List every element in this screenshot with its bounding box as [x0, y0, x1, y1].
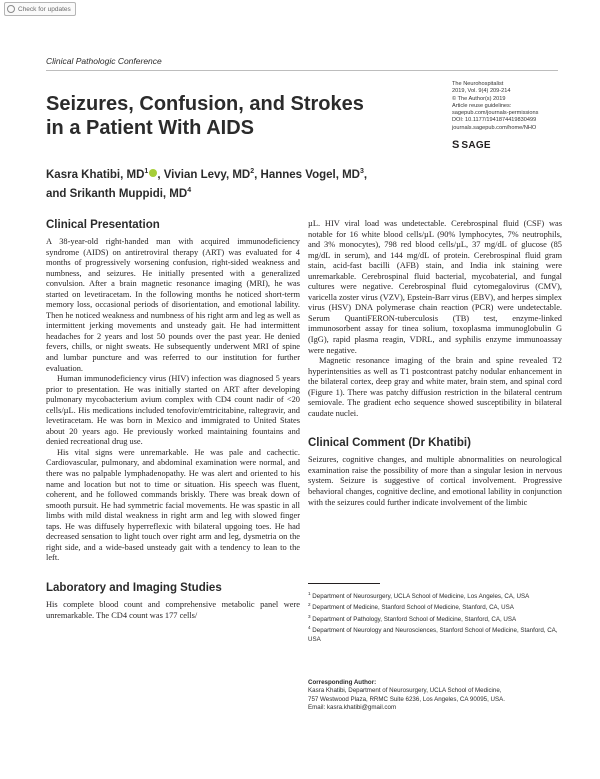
- author-affil-ref: 1: [144, 168, 149, 175]
- authors-line2: [46, 183, 466, 202]
- journal-name: The Neurohospitalist: [452, 81, 504, 87]
- sage-mark-icon: S: [452, 139, 460, 151]
- corresponding-heading: Corresponding Author:: [308, 679, 377, 686]
- affiliation-number: 1: [308, 591, 311, 596]
- paragraph: Seizures, cognitive changes, and multiple abnormalities on neurological examination raise the possibility of more than a singular lesion in nervous system. Seizure is suggestive of cortical involvement. Progressive behavioral changes, cognitive decline, and emotional lability in conjunction with the seizures could further indicate involvement of the limbic: [308, 455, 562, 507]
- affiliation-text: Department of Neurosurgery, UCLA School of Medicine, Los Angeles, CA, USA: [312, 593, 530, 601]
- affiliation-item: [308, 613, 560, 624]
- volume-info: 2019, Vol. 9(4) 209-214: [452, 88, 511, 95]
- check-updates-icon: [7, 5, 15, 13]
- paragraph: A 38-year-old right-handed man with acquired immunodeficiency syndrome (AIDS) on antiretroviral therapy (ART) was evaluated for 4 months of progressively worsening confusion, right-sided weakness and numbness, and seizures. He initially presented with a generalized convulsion. After a brain magnetic resonance imaging (MRI), he was started on levetiracetam. In the following months he noticed short-term memory loss, occasional periods of disorientation, and emotional lability. Then he noticed weakness and numbness of his right arm and leg as well as intermittent jerking movements and unsteady gait. He had intermittent headaches for 2 years and lost 50 pounds over the past year. He denied fevers, chills, or night sweats. He subsequently underwent MRI of spine and lumbar puncture and was referred to our institution for further evaluation.: [46, 237, 300, 373]
- authors-line1: Kasra Khatibi, $MD^1$ , Vivian Levy, $MD^2$, Hannes Vogel, $MD^3$,: [46, 168, 368, 181]
- author-name: Hannes Vogel, MD: [260, 168, 360, 181]
- reuse-label: Article reuse guidelines:: [452, 102, 512, 109]
- orcid-icon[interactable]: [149, 169, 157, 177]
- author-affil-ref: 3: [359, 168, 364, 175]
- paragraph: Human immunodeficiency virus (HIV) infection was diagnosed 5 years prior to presentation. He was initially started on ART after developing pulmonary mycobacterium avium complex with CD4 count nadir of <20 cells/µL. His medications included tenofovir/emtricitabine, raltegravir, and levetiracetam. He was born in Mexico and immigrated to United States about 20 years ago. He previously worked maintaining fountains and denied recreational drug use.: [46, 374, 300, 447]
- doi-link[interactable]: DOI: 10.1177/1941874419830499: [452, 117, 537, 124]
- affiliation-number: 2: [308, 602, 311, 608]
- author-affil-ref: 4: [187, 186, 192, 194]
- paragraph: His complete blood count and comprehensive metabolic panel were unremarkable. The CD4 count was 177 cells/: [46, 599, 300, 620]
- author-affil-ref: 2: [250, 168, 255, 175]
- journal-home-link[interactable]: journals.sagepub.com/home/NHO: [452, 124, 537, 131]
- corresponding-author: [308, 679, 560, 713]
- header-rule: [46, 70, 558, 71]
- paragraph: Magnetic resonance imaging of the brain and spine revealed T2 hyperintensities as well as T1 postcontrast patchy nodular enhancement in the bilateral cortex, deep gray and white mater, brain stem, and spinal cord (Figure 1). There was patchy diffusion restriction in the bilateral centrum semiovale. The gradient echo sequence showed susceptibility in bilateral caudate nuclei.: [308, 356, 562, 418]
- article-title-line1: Seizures, Confusion, and Strokes: [46, 93, 364, 115]
- affiliation-item: [308, 624, 560, 644]
- permissions-link[interactable]: sagepub.com/journals-permissions: [452, 110, 539, 117]
- affiliation-text: Department of Pathology, Stanford School of Medicine, Stanford, CA, USA: [312, 616, 517, 623]
- section-heading-laboratory: Laboratory and Imaging Studies: [46, 581, 222, 594]
- publisher-name: SAGE: [461, 139, 491, 151]
- affiliation-text: Department of Medicine, Stanford School of Medicine, Stanford, CA, USA: [312, 604, 514, 612]
- copyright: © The Author(s) 2019: [452, 95, 506, 102]
- affiliation-number: 4: [308, 625, 311, 631]
- author-name: Kasra Khatibi, MD: [46, 168, 145, 181]
- section-label: Clinical Pathologic Conference: [46, 56, 162, 66]
- affiliation-item: [308, 601, 560, 612]
- left-column: [46, 219, 300, 621]
- affiliation-item: [308, 590, 560, 601]
- corresponding-line: 757 Westwood Plaza, RRMC Suite 6236, Los Angeles, CA 90095, USA.: [308, 695, 505, 703]
- paragraph: µL. HIV viral load was undetectable. Cerebrospinal fluid (CSF) was notable for 16 white blood cells/µL (90% lymphocytes, 7% neutrophils, and 3% monocytes), 798 red blood cells/µL, 37 mg/dL of glucose (85 mg/dL in serum), and 144 mg/dL of protein. Cerebrospinal fluid gram stain, acid-fast bacilli (AFB) stain, and India ink staining were unremarkable. Cerebrospinal fluid bacterial, mycobaterial, and fungal cultures were negative. Cerebrospinal fluid cytomegalovirus (CMV), varicella zoster virus (VZV), Epstein-Barr virus (EBV), and herpes simplex virus (HSV) DNA polymerase chain reaction (PCR) were undetectable. Serum QuantiFERON-tuberculosis (TB) test, enzyme-linked immunosorbent assay for tinea solium, toxoplasma immunoglobulin G (IgG), rapid plasma reagin, VDRL, and syphilis enzyme immunoassay were negative.: [308, 219, 562, 355]
- paragraph: His vital signs were unremarkable. He was pale and cachectic. Cardiovascular, pulmonary, and abdominal examination were normal, and there was no palpable lymphadenopathy. He was alert and oriented to his name and location but not to time or situation. His speech was fluent, coherent, and he followed commands briskly. There was break down of smooth pursuit. He had symmetric facial movements. He was spastic in all limbs with mild distal weakness in right arm and leg with slowed finger taps. He was diffusely hyperreflexic with bilateral upgoing toes. He had decreased sensation to light touch over right arm and leg, dysmetria on the right side, and a wide-based unsteady gait with a tendency to lean to the left.: [46, 447, 300, 563]
- section-heading-clinical-comment: Clinical Comment (Dr Khatibi): [308, 437, 471, 450]
- article-title-line2: in a Patient With AIDS: [46, 117, 254, 139]
- affiliation-number: 3: [308, 613, 311, 619]
- sage-logo: [452, 139, 491, 151]
- affiliation-text: Department of Neurology and Neurosciences, Stanford School of Medicine, Stanford, CA, USA: [308, 627, 558, 643]
- publication-info: [452, 81, 538, 132]
- author-name: Vivian Levy, MD: [163, 168, 251, 181]
- author-list: [46, 164, 466, 202]
- section-heading-clinical-presentation: Clinical Presentation: [46, 219, 160, 231]
- footnote-rule: [308, 583, 380, 584]
- corresponding-email[interactable]: Email: kasra.khatibi@gmail.com: [308, 704, 397, 712]
- article-title: [46, 92, 366, 140]
- right-column: [308, 219, 562, 508]
- author-name: and Srikanth Muppidi, MD: [46, 187, 188, 200]
- affiliations: [308, 590, 560, 644]
- check-for-updates-badge[interactable]: [4, 2, 76, 16]
- check-updates-label: Check for updates: [18, 5, 71, 13]
- corresponding-line: Kasra Khatibi, Department of Neurosurgery, UCLA School of Medicine,: [308, 687, 502, 695]
